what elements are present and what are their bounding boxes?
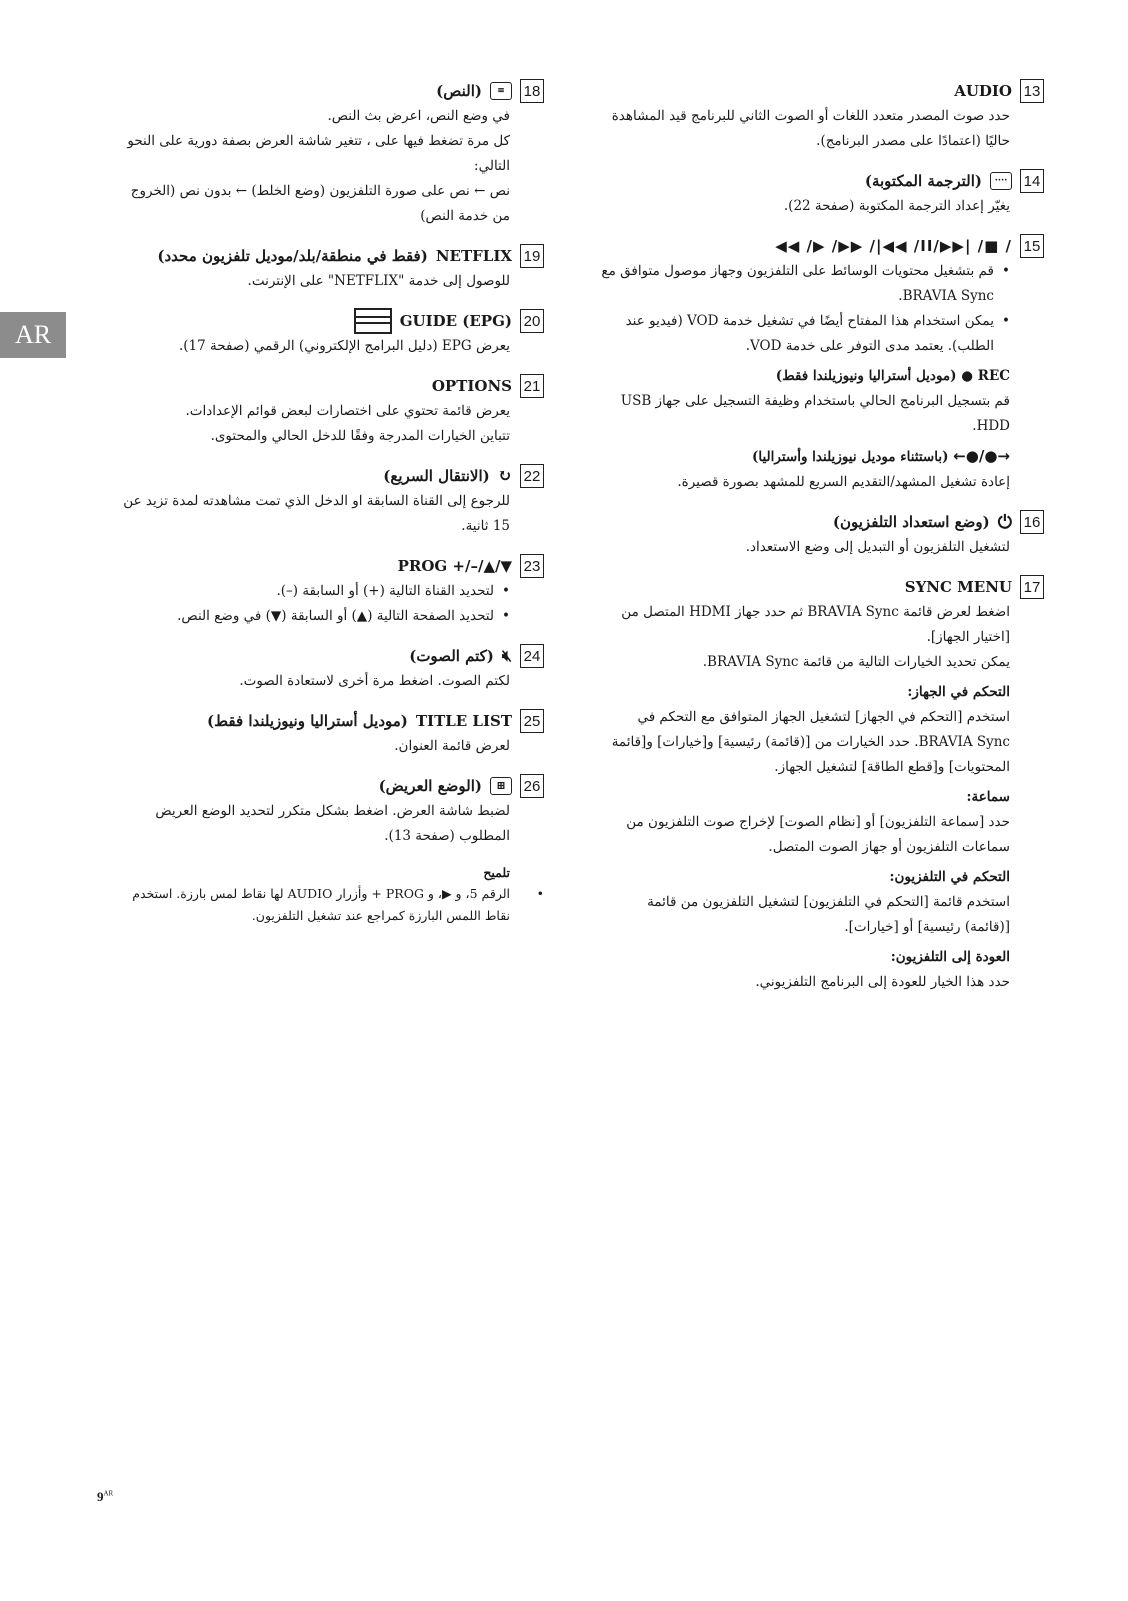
- item-number: 20: [520, 309, 544, 333]
- right-column: [600, 78, 1044, 1009]
- page-number-value: 9: [97, 1489, 104, 1504]
- item-number: 13: [1020, 79, 1044, 103]
- sub-title: التحكم في التلفزيون:: [889, 869, 1010, 885]
- item-25: [112, 708, 544, 759]
- item-note: (فقط في منطقة/بلد/موديل تلفزيون محدد): [157, 247, 428, 265]
- guide-icon: [354, 308, 392, 334]
- item-20: [112, 308, 544, 359]
- page-number-suffix: AR: [103, 1489, 114, 1498]
- sub-title: العودة إلى التلفزيون:: [890, 949, 1010, 965]
- left-column: [112, 78, 544, 927]
- item-body: نص ← نص على صورة التلفزيون (وضع الخلط) ← بدون نص (الخروج من خدمة النص): [130, 183, 510, 224]
- rec-heading: [600, 363, 1044, 389]
- sub-body: حدد [سماعة التلفزيون] أو [نظام الصوت] لإخراج صوت التلفزيون من سماعات التلفزيون أو جهاز الصوت المتصل.: [626, 814, 1010, 855]
- skip-arrows-icon: →●/●←: [953, 447, 1010, 465]
- wide-icon: ⊞: [490, 777, 512, 795]
- item-26: [112, 773, 544, 849]
- item-number: 25: [520, 709, 544, 733]
- item-number: 18: [520, 79, 544, 103]
- subtitle-icon: ····: [990, 172, 1012, 190]
- language-tab: [0, 312, 66, 358]
- item-title: OPTIONS: [431, 377, 512, 395]
- language-tab-label: AR: [14, 320, 52, 349]
- item-body: حدد صوت المصدر متعدد اللغات أو الصوت الثاني للبرنامج قيد المشاهدة حاليًا (اعتمادًا على مصدر البرنامج).: [611, 108, 1010, 149]
- item-title: TITLE LIST: [415, 712, 512, 730]
- page-number: [97, 1489, 113, 1505]
- item-22: [112, 463, 544, 539]
- item-body: تتباين الخيارات المدرجة وفقًا للدخل الحالي والمحتوى.: [210, 428, 510, 444]
- item-number: 14: [1020, 169, 1044, 193]
- item-14: [600, 168, 1044, 219]
- skip-note: (باستثناء موديل نيوزيلندا وأستراليا): [751, 449, 949, 465]
- item-body: يمكن تحديد الخيارات التالية من قائمة BRAVIA Sync.: [702, 654, 1010, 670]
- list-item: • لتحديد القناة التالية (+) أو السابقة (–).: [112, 579, 510, 604]
- item-16: [600, 509, 1044, 560]
- record-dot-icon: ●: [961, 368, 974, 384]
- item-number: 17: [1020, 575, 1044, 599]
- item-body: للوصول إلى خدمة "NETFLIX" على الإنترنت.: [247, 273, 510, 289]
- item-21: [112, 373, 544, 449]
- jump-icon: ↻: [497, 466, 512, 486]
- rec-note: (موديل أستراليا ونيوزيلندا فقط): [775, 368, 957, 384]
- item-title: (النص): [436, 82, 482, 100]
- item-23: [112, 553, 544, 629]
- item-body: اضغط لعرض قائمة BRAVIA Sync ثم حدد جهاز HDMI المتصل من [اختيار الجهاز].: [621, 604, 1010, 645]
- item-title: (وضع استعداد التلفزيون): [832, 513, 990, 531]
- power-icon: ⏻: [997, 511, 1012, 533]
- item-number: 23: [520, 554, 544, 578]
- item-number: 24: [520, 644, 544, 668]
- list-item: • قم بتشغيل محتويات الوسائط على التلفزيون وجهاز موصول متوافق مع BRAVIA Sync.: [600, 259, 1010, 309]
- item-number: 16: [1020, 510, 1044, 534]
- item-15: [600, 233, 1044, 495]
- item-note: (موديل أستراليا ونيوزيلندا فقط): [207, 712, 408, 730]
- mute-icon: 🔇︎: [501, 646, 512, 665]
- media-controls-icon: ◀◀ /▶ /▶▶ /|◀◀ /II/▶▶| /■ /: [775, 237, 1012, 255]
- tip-body: • الرقم 5، و ▶، و PROG + وأزرار AUDIO لها نقاط لمس بارزة. استخدم نقاط اللمس البارزة كمراجع عند تشغيل التلفزيون.: [112, 883, 544, 927]
- item-body: لتشغيل التلفزيون أو التبديل إلى وضع الاستعداد.: [745, 539, 1010, 555]
- item-number: 19: [520, 244, 544, 268]
- item-title: SYNC MENU: [904, 578, 1012, 596]
- item-body: يعرض قائمة تحتوي على اختصارات لبعض قوائم الإعدادات.: [185, 403, 510, 419]
- item-19: [112, 243, 544, 294]
- sub-body: حدد هذا الخيار للعودة إلى البرنامج التلفزيوني.: [755, 974, 1010, 990]
- item-body: لكتم الصوت. اضغط مرة أخرى لاستعادة الصوت.: [239, 673, 510, 689]
- item-13: [600, 78, 1044, 154]
- list-item: • لتحديد الصفحة التالية (▲) أو السابقة (▼) في وضع النص.: [112, 604, 510, 629]
- rec-title: REC: [977, 368, 1010, 384]
- item-body: يغيّر إعداد الترجمة المكتوبة (صفحة 22).: [783, 198, 1010, 214]
- rec-body: قم بتسجيل البرنامج الحالي باستخدام وظيفة التسجيل على جهاز USB HDD.: [620, 393, 1010, 434]
- item-24: [112, 643, 544, 694]
- item-number: 22: [520, 464, 544, 488]
- item-number: 26: [520, 774, 544, 798]
- item-17: [600, 574, 1044, 995]
- item-body: يعرض EPG (دليل البرامج الإلكتروني) الرقمي (صفحة 17).: [178, 338, 510, 354]
- item-body: لعرض قائمة العنوان.: [394, 738, 510, 754]
- item-number: 21: [520, 374, 544, 398]
- text-icon: ≡: [490, 82, 512, 100]
- item-title: GUIDE (EPG): [399, 312, 512, 330]
- list-item: • يمكن استخدام هذا المفتاح أيضًا في تشغيل خدمة VOD (فيديو عند الطلب). يعتمد مدى التوفر على خدمة VOD.: [600, 309, 1010, 359]
- tip-title: تلميح: [483, 865, 510, 880]
- sub-body: استخدم قائمة [التحكم في التلفزيون] لتشغيل التلفزيون من قائمة [(قائمة) رئيسية] أو [خيارات].: [647, 894, 1010, 935]
- sub-title: التحكم في الجهاز:: [907, 684, 1010, 700]
- item-title: NETFLIX: [435, 247, 512, 265]
- item-body: في وضع النص، اعرض بث النص.: [327, 108, 510, 124]
- item-title: (الترجمة المكتوبة): [864, 172, 982, 190]
- skip-body: إعادة تشغيل المشهد/التقديم السريع للمشهد بصورة قصيرة.: [677, 474, 1010, 490]
- sub-title: سماعة:: [966, 789, 1010, 805]
- skip-heading: [600, 443, 1044, 470]
- item-body: لضبط شاشة العرض. اضغط بشكل متكرر لتحديد الوضع العريض المطلوب (صفحة 13).: [155, 803, 510, 844]
- section-side-label: [26, 368, 56, 518]
- item-body: للرجوع إلى القناة السابقة او الدخل الذي تمت مشاهدته لمدة تزيد عن 15 ثانية.: [123, 493, 510, 534]
- item-body: كل مرة تضغط فيها على ، تتغير شاشة العرض بصفة دورية على النحو التالي:: [127, 133, 510, 174]
- item-number: 15: [1020, 234, 1044, 258]
- item-18: [112, 78, 544, 229]
- item-title: AUDIO: [954, 82, 1012, 100]
- item-title: (كتم الصوت): [409, 647, 494, 665]
- item-title: (الوضع العريض): [378, 777, 482, 795]
- item-title: (الانتقال السريع): [383, 467, 490, 485]
- item-title: PROG +/–/▲/▼: [397, 557, 512, 575]
- sub-body: استخدم [التحكم في الجهاز] لتشغيل الجهاز المتوافق مع التحكم في BRAVIA Sync. حدد الخيارات من [(قائمة) رئيسية] و[خيارات] و[قائمة المحتويات] و[قطع الطاقة] لتشغيل الجهاز.: [611, 709, 1010, 775]
